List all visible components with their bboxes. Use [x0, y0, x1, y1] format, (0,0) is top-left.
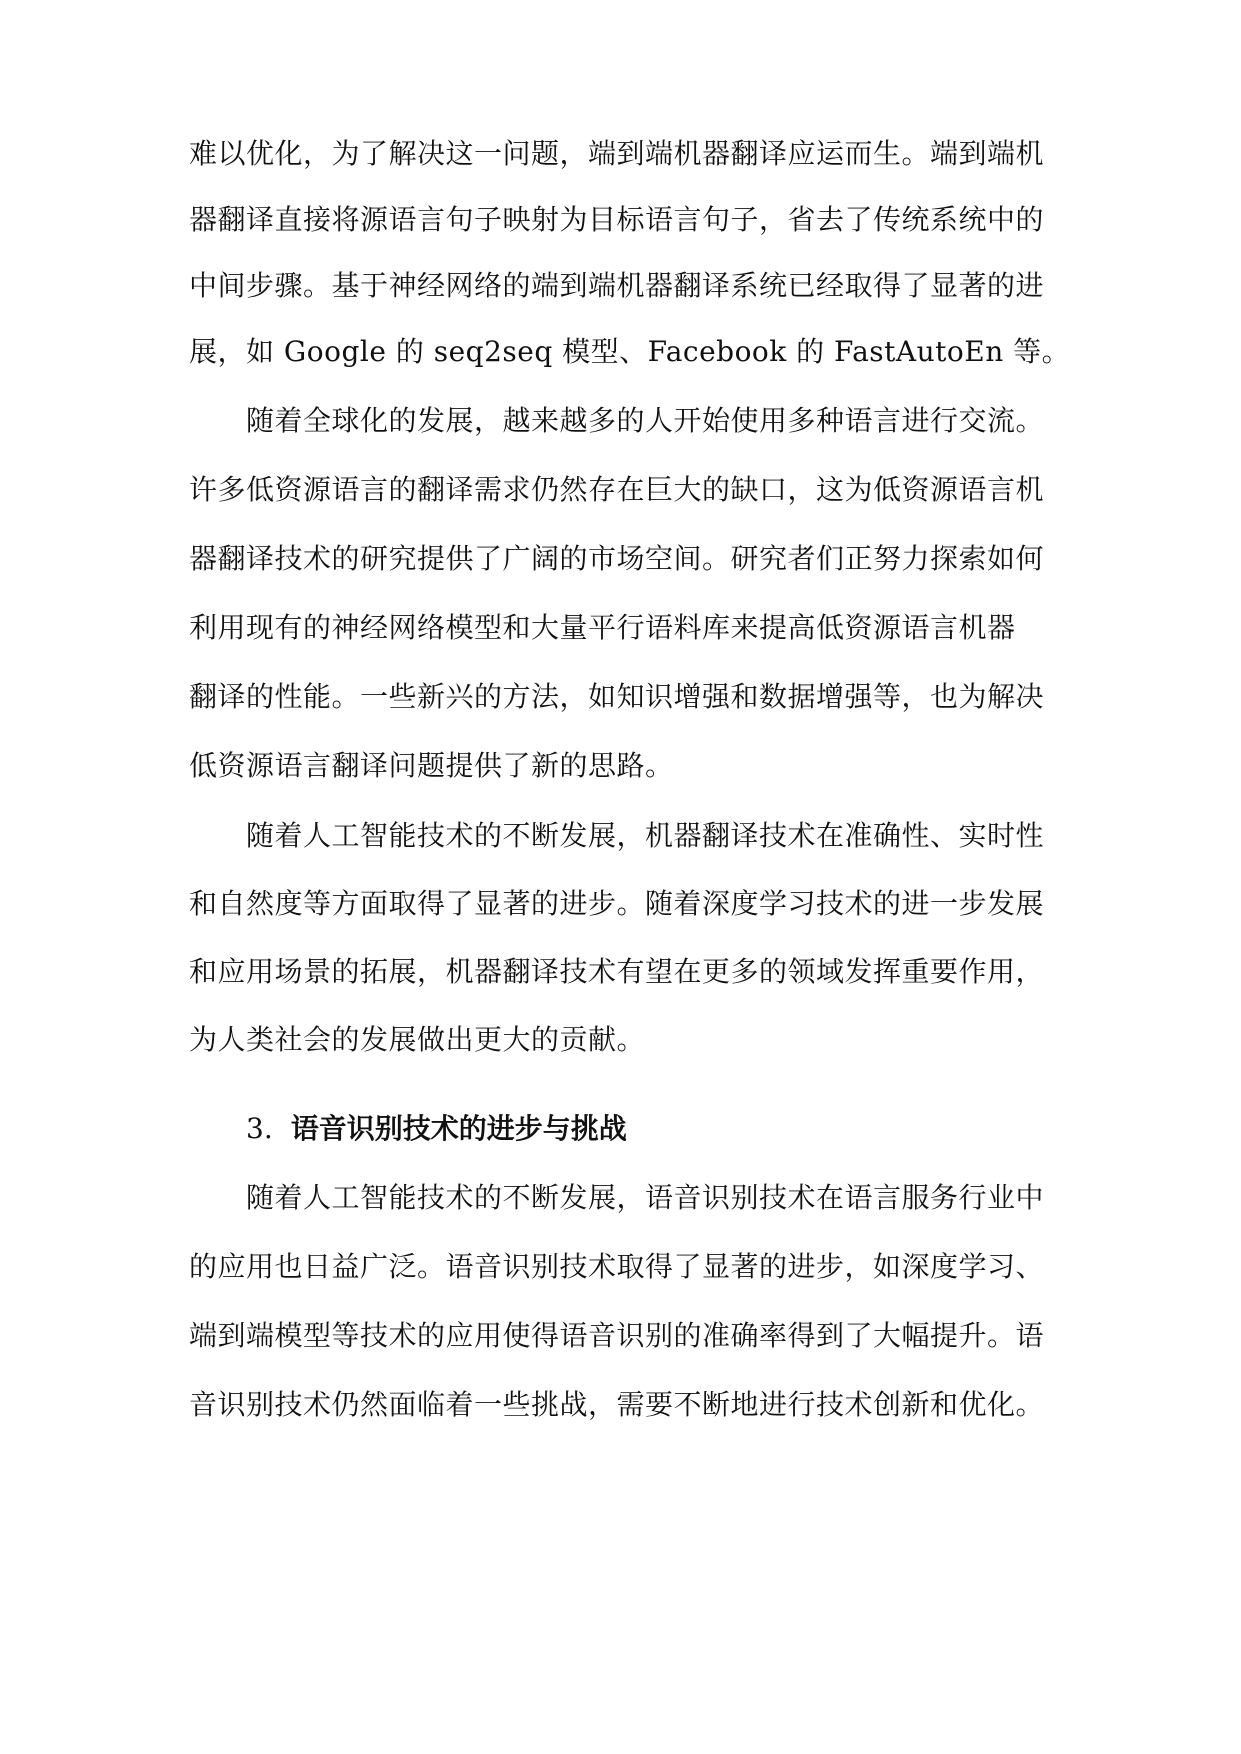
paragraph-line: 随着全球化的发展，越来越多的人开始使用多种语言进行交流。: [246, 404, 1045, 437]
paragraph-line: 为人类社会的发展做出更大的贡献。: [189, 1023, 646, 1056]
section-heading: [246, 1105, 1046, 1153]
paragraph-line: 随着人工智能技术的不断发展，机器翻译技术在准确性、实时性: [246, 819, 1045, 852]
paragraph-line: 端到端模型等技术的应用使得语音识别的准确率得到了大幅提升。语: [189, 1319, 1045, 1352]
paragraph-line: 随着人工智能技术的不断发展，语音识别技术在语言服务行业中: [246, 1181, 1045, 1214]
paragraph-line: 音识别技术仍然面临着一些挑战，需要不断地进行技术创新和优化。: [189, 1388, 1045, 1421]
paragraph-line: 利用现有的神经网络模型和大量平行语料库来提高低资源语言机器: [189, 611, 1016, 644]
paragraph-line: 展，如 Google 的 seq2seq 模型、Facebook 的 FastAutoEn 等。: [189, 335, 1071, 368]
section-title: 语音识别技术的进步与挑战: [290, 1112, 627, 1145]
paragraph-line: 低资源语言翻译问题提供了新的思路。: [189, 749, 674, 782]
paragraph-line: 中间步骤。基于神经网络的端到端机器翻译系统已经取得了显著的进: [189, 269, 1045, 302]
paragraph-line: 和应用场景的拓展，机器翻译技术有望在更多的领域发挥重要作用，: [189, 955, 1045, 988]
section-number: 3.: [246, 1112, 273, 1145]
paragraph-line: 器翻译直接将源语言句子映射为目标语言句子，省去了传统系统中的: [189, 203, 1045, 236]
paragraph-line: 翻译的性能。一些新兴的方法，如知识增强和数据增强等，也为解决: [189, 680, 1045, 713]
paragraph-line: 许多低资源语言的翻译需求仍然存在巨大的缺口，这为低资源语言机: [189, 473, 1045, 506]
paragraph-line: 器翻译技术的研究提供了广阔的市场空间。研究者们正努力探索如何: [189, 542, 1045, 575]
paragraph-line: 难以优化，为了解决这一问题，端到端机器翻译应运而生。端到端机: [189, 137, 1045, 170]
paragraph-line: 的应用也日益广泛。语音识别技术取得了显著的进步，如深度学习、: [189, 1250, 1045, 1283]
paragraph-line: 和自然度等方面取得了显著的进步。随着深度学习技术的进一步发展: [189, 887, 1045, 920]
